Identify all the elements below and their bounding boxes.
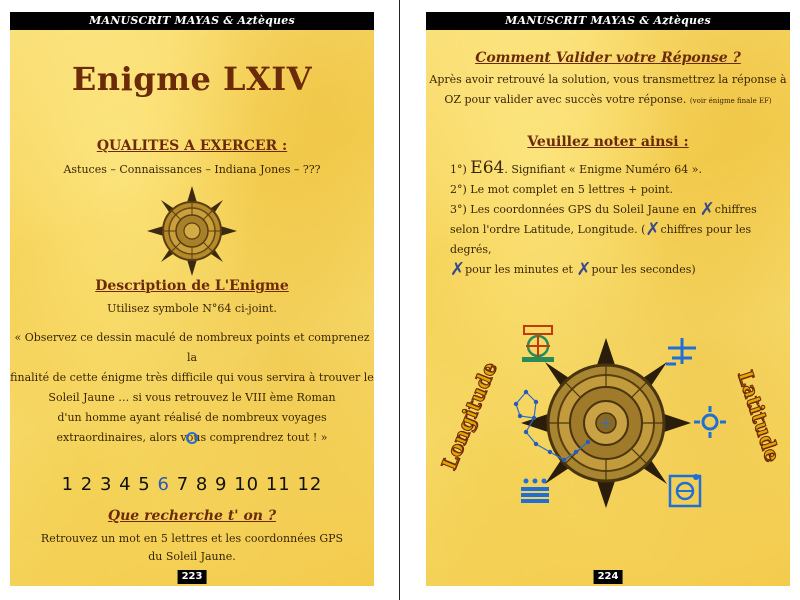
item-3-text-c: selon l'ordre Latitude, Longitude. ( <box>450 223 646 236</box>
aztec-calendar-icon <box>147 186 237 276</box>
x-mark-icon: ✗ <box>699 199 715 220</box>
quote-line: Soleil Jaune … si vous retrouvez le VIII ème Roman <box>48 391 336 404</box>
search-line: du Soleil Jaune. <box>148 550 236 563</box>
instruction-item-3-end <box>450 260 780 280</box>
constellation-icon <box>506 382 596 472</box>
instruction-item-1 <box>450 158 780 180</box>
validate-line-2-main: OZ pour valider avec succès votre réponse. <box>444 93 687 106</box>
highlighted-number: 6 <box>157 474 170 495</box>
instruction-item-2: 2°) Le mot complet en 5 lettres + point. <box>450 183 674 196</box>
item-1-code: E64 <box>470 158 505 178</box>
item-3-text-f: pour les secondes) <box>591 263 696 276</box>
quote-line: « Observez ce dessin maculé de nombreux points et comprenez la <box>14 331 370 364</box>
note-heading: Veuillez noter ainsi : <box>527 134 689 150</box>
item-3-text-d: chiffres pour les degrés, <box>450 223 752 256</box>
right-header-banner: MANUSCRIT MAYAS & Aztèques <box>426 12 790 30</box>
x-mark-icon: ✗ <box>645 219 661 240</box>
item-3-text-b: chiffres <box>714 203 757 216</box>
description-heading: Description de L'Enigme <box>95 278 289 294</box>
left-page <box>10 12 374 586</box>
x-mark-icon: ✗ <box>450 259 466 280</box>
numbers-before: 1 2 3 4 5 <box>61 474 151 495</box>
circle-marker-icon <box>186 432 198 444</box>
symbol-instruction: Utilisez symbole N°64 ci-joint. <box>107 302 277 315</box>
sun-glyph-icon <box>692 404 728 440</box>
item-1-prefix: 1°) <box>450 163 471 176</box>
item-3-text-a: 3°) Les coordonnées GPS du Soleil Jaune en <box>450 203 697 216</box>
page-number-left: 223 <box>178 570 207 584</box>
validate-heading: Comment Valider votre Réponse ? <box>475 50 741 66</box>
item-3-text-e: pour les minutes et <box>465 263 573 276</box>
x-mark-icon: ✗ <box>576 259 592 280</box>
square-glyph-icon <box>668 472 702 508</box>
blue-cross-glyph-icon <box>662 334 702 370</box>
instruction-item-3-cont <box>450 220 780 260</box>
quote-line: finalité de cette énigme très difficile qui vous servira à trouver le <box>10 371 374 384</box>
item-1-text: . Signifiant « Enigme Numéro 64 ». <box>504 163 703 176</box>
left-header-banner: MANUSCRIT MAYAS & Aztèques <box>10 12 374 30</box>
latitude-label: Latitude <box>733 367 786 465</box>
number-sequence <box>10 474 374 495</box>
page-divider <box>399 0 400 600</box>
right-page <box>426 12 790 586</box>
enigma-quote <box>10 328 374 448</box>
search-text <box>10 530 374 566</box>
maya-glyph-top-icon <box>518 324 558 364</box>
instruction-item-3 <box>450 200 780 220</box>
quote-line: d'un homme ayant réalisé de nombreux voyages <box>57 411 327 424</box>
validate-line-2 <box>426 90 790 111</box>
enigma-title: Enigme LXIV <box>71 60 313 98</box>
validate-note: (voir énigme finale EF) <box>689 97 772 105</box>
blue-bars-glyph-icon <box>520 478 550 504</box>
search-line: Retrouvez un mot en 5 lettres et les coordonnées GPS <box>40 532 344 545</box>
search-heading: Que recherche t' on ? <box>107 508 277 524</box>
instruction-list <box>450 158 780 280</box>
qualities-heading: QUALITES A EXERCER : <box>96 138 288 154</box>
longitude-label: Longitude <box>436 358 502 474</box>
qualities-text: Astuces – Connaissances – Indiana Jones – ??? <box>63 163 321 176</box>
quote-line: extraordinaires, alors vous comprendrez tout ! » <box>56 431 328 444</box>
validate-line-1: Après avoir retrouvé la solution, vous transmettrez la réponse à <box>429 73 787 86</box>
numbers-after: 7 8 9 10 11 12 <box>176 474 323 495</box>
page-number-right: 224 <box>594 570 623 584</box>
